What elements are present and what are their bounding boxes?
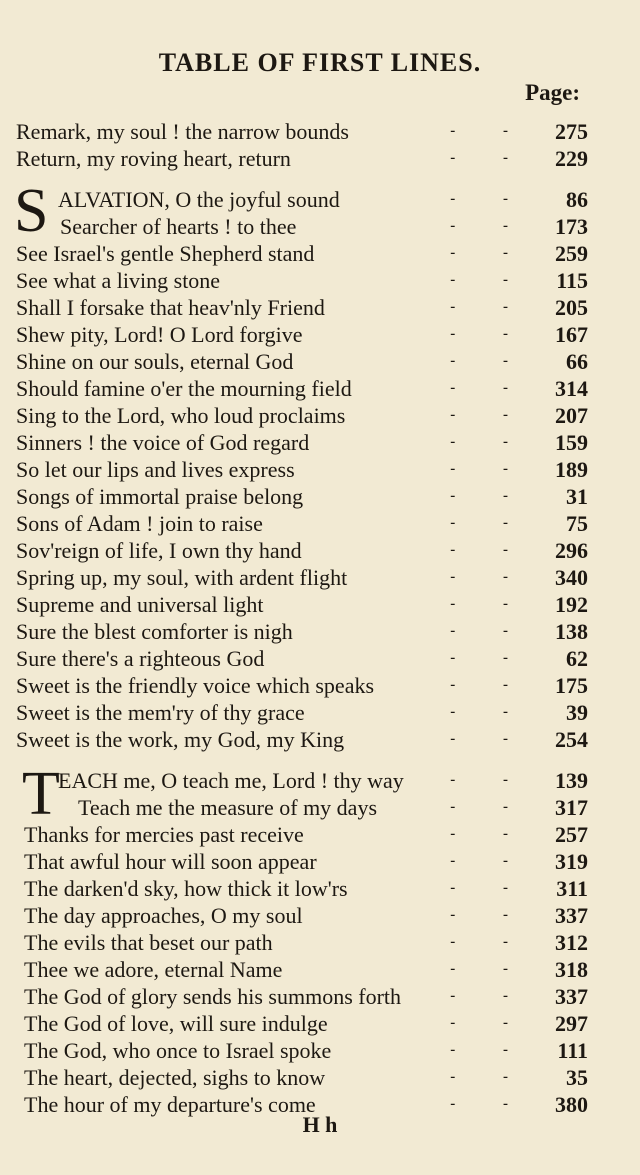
entry-page-number: 205 — [555, 295, 588, 320]
entry-first-line: The hour of my departure's come — [24, 1092, 316, 1117]
index-entry — [0, 145, 640, 172]
entry-first-line: Shall I forsake that heav'nly Friend — [16, 295, 325, 320]
leader-dashes: - - — [450, 677, 530, 693]
entry-page-number: 75 — [566, 511, 588, 536]
index-entry — [0, 726, 640, 753]
index-entry — [0, 794, 640, 821]
entry-first-line: Should famine o'er the mourning field — [16, 376, 352, 401]
entry-first-line: Sov'reign of life, I own thy hand — [16, 538, 302, 563]
entry-page-number: 337 — [555, 984, 588, 1009]
entry-page-number: 311 — [556, 876, 588, 901]
leader-dashes: - - — [450, 272, 530, 288]
entry-page-number: 257 — [555, 822, 588, 847]
index-entry — [0, 591, 640, 618]
index-entry — [0, 929, 640, 956]
index-entry — [0, 1064, 640, 1091]
index-entry — [0, 821, 640, 848]
index-entry — [0, 848, 640, 875]
page-title: TABLE OF FIRST LINES. — [158, 48, 482, 77]
index-entry — [0, 456, 640, 483]
leader-dashes: - - — [450, 461, 530, 477]
index-entry — [0, 348, 640, 375]
index-entry — [0, 213, 640, 240]
entry-page-number: 317 — [555, 795, 588, 820]
entry-first-line: Searcher of hearts ! to thee — [60, 214, 297, 239]
entry-first-line: Sinners ! the voice of God regard — [16, 430, 310, 455]
index-entry — [0, 402, 640, 429]
entry-first-line: Shew pity, Lord! O Lord forgive — [16, 322, 303, 347]
entry-first-line: So let our lips and lives express — [16, 457, 295, 482]
index-entry — [0, 321, 640, 348]
leader-dashes: - - — [450, 569, 530, 585]
index-entry — [0, 645, 640, 672]
entry-page-number: 337 — [555, 903, 588, 928]
entry-page-number: 173 — [555, 214, 588, 239]
index-entry — [0, 902, 640, 929]
entry-first-line: Remark, my soul ! the narrow bounds — [16, 119, 349, 144]
leader-dashes: - - — [450, 326, 530, 342]
signature-mark: H h — [302, 1112, 338, 1137]
leader-dashes: - - — [450, 731, 530, 747]
index-entry — [0, 240, 640, 267]
entry-first-line: Shine on our souls, eternal God — [16, 349, 294, 374]
leader-dashes: - - — [450, 988, 530, 1004]
entry-page-number: 314 — [555, 376, 588, 401]
leader-dashes: - - — [450, 245, 530, 261]
entry-first-line: Sons of Adam ! join to raise — [16, 511, 263, 536]
entry-first-line: The God of love, will sure indulge — [24, 1011, 328, 1036]
entry-page-number: 86 — [566, 187, 588, 212]
index-entry — [0, 537, 640, 564]
index-entry — [0, 294, 640, 321]
entry-first-line: Sure there's a righteous God — [16, 646, 265, 671]
leader-dashes: - - — [450, 596, 530, 612]
entry-first-line: Teach me the measure of my days — [78, 795, 378, 820]
entry-page-number: 229 — [555, 146, 588, 171]
entry-first-line: Thee we adore, eternal Name — [24, 957, 283, 982]
entry-first-line: Return, my roving heart, return — [16, 146, 291, 171]
entry-first-line: See Israel's gentle Shepherd stand — [16, 241, 315, 266]
index-entry — [0, 564, 640, 591]
entry-page-number: 380 — [555, 1092, 588, 1117]
leader-dashes: - - — [450, 623, 530, 639]
entry-page-number: 35 — [566, 1065, 588, 1090]
index-entry — [0, 672, 640, 699]
entry-first-line: The God of glory sends his summons forth — [24, 984, 402, 1009]
drop-cap-t: T — [22, 760, 60, 828]
leader-dashes: - - — [450, 934, 530, 950]
leader-dashes: - - — [450, 218, 530, 234]
entry-page-number: 39 — [566, 700, 588, 725]
entry-first-line: Spring up, my soul, with ardent flight — [16, 565, 348, 590]
leader-dashes: - - — [450, 1069, 530, 1085]
entry-page-number: 254 — [555, 727, 588, 752]
entry-first-line: The darken'd sky, how thick it low'rs — [24, 876, 348, 901]
entry-first-line: Supreme and universal light — [16, 592, 264, 617]
entry-first-line: Songs of immortal praise belong — [16, 484, 304, 509]
index-entry — [0, 983, 640, 1010]
entry-first-line: The evils that beset our path — [24, 930, 273, 955]
leader-dashes: - - — [450, 826, 530, 842]
entry-first-line: Sweet is the work, my God, my King — [16, 727, 345, 752]
index-entry — [0, 186, 640, 213]
entry-page-number: 319 — [555, 849, 588, 874]
leader-dashes: - - — [450, 961, 530, 977]
entry-page-number: 66 — [566, 349, 588, 374]
leader-dashes: - - — [450, 1042, 530, 1058]
entry-page-number: 275 — [555, 119, 588, 144]
index-entry — [0, 510, 640, 537]
entry-page-number: 138 — [555, 619, 588, 644]
entry-first-line: Sure the blest comforter is nigh — [16, 619, 293, 644]
entry-page-number: 318 — [555, 957, 588, 982]
index-entry — [0, 375, 640, 402]
entry-first-line: Sweet is the friendly voice which speaks — [16, 673, 375, 698]
leader-dashes: - - — [450, 407, 530, 423]
leader-dashes: - - — [450, 488, 530, 504]
entry-page-number: 62 — [566, 646, 588, 671]
entry-page-number: 159 — [555, 430, 588, 455]
leader-dashes: - - — [450, 1096, 530, 1112]
entry-first-line: The God, who once to Israel spoke — [24, 1038, 332, 1063]
index-entry — [0, 618, 640, 645]
entry-page-number: 340 — [555, 565, 588, 590]
entry-page-number: 167 — [555, 322, 588, 347]
entry-page-number: 296 — [555, 538, 588, 563]
index-entry — [0, 267, 640, 294]
index-entry — [0, 699, 640, 726]
entry-first-line: See what a living stone — [16, 268, 221, 293]
leader-dashes: - - — [450, 907, 530, 923]
entry-page-number: 207 — [555, 403, 588, 428]
index-entry — [0, 118, 640, 145]
leader-dashes: - - — [450, 434, 530, 450]
page-column-label: Page: — [525, 80, 580, 105]
leader-dashes: - - — [450, 799, 530, 815]
entry-first-line: ALVATION, O the joyful sound — [58, 187, 340, 212]
entry-page-number: 31 — [566, 484, 588, 509]
leader-dashes: - - — [450, 853, 530, 869]
entry-page-number: 189 — [555, 457, 588, 482]
entry-first-line: Sing to the Lord, who loud proclaims — [16, 403, 346, 428]
leader-dashes: - - — [450, 1015, 530, 1031]
leader-dashes: - - — [450, 515, 530, 531]
index-entry — [0, 483, 640, 510]
leader-dashes: - - — [450, 650, 530, 666]
entry-page-number: 139 — [555, 768, 588, 793]
entry-page-number: 259 — [555, 241, 588, 266]
leader-dashes: - - — [450, 150, 530, 166]
entry-page-number: 312 — [555, 930, 588, 955]
entry-page-number: 111 — [557, 1038, 588, 1063]
leader-dashes: - - — [450, 299, 530, 315]
leader-dashes: - - — [450, 353, 530, 369]
index-entry — [0, 767, 640, 794]
leader-dashes: - - — [450, 704, 530, 720]
entry-page-number: 115 — [556, 268, 588, 293]
leader-dashes: - - — [450, 123, 530, 139]
leader-dashes: - - — [450, 880, 530, 896]
entry-page-number: 297 — [555, 1011, 588, 1036]
entry-first-line: That awful hour will soon appear — [24, 849, 317, 874]
entry-first-line: Sweet is the mem'ry of thy grace — [16, 700, 305, 725]
entry-first-line: EACH me, O teach me, Lord ! thy way — [58, 768, 404, 793]
leader-dashes: - - — [450, 542, 530, 558]
entry-first-line: The heart, dejected, sighs to know — [24, 1065, 326, 1090]
index-entry — [0, 429, 640, 456]
entry-first-line: Thanks for mercies past receive — [24, 822, 304, 847]
entry-page-number: 175 — [555, 673, 588, 698]
leader-dashes: - - — [450, 772, 530, 788]
entry-page-number: 192 — [555, 592, 588, 617]
drop-cap-s: S — [14, 177, 49, 245]
index-entry — [0, 1037, 640, 1064]
entry-first-line: The day approaches, O my soul — [24, 903, 303, 928]
leader-dashes: - - — [450, 380, 530, 396]
index-entry — [0, 875, 640, 902]
index-entry — [0, 956, 640, 983]
index-entry — [0, 1010, 640, 1037]
leader-dashes: - - — [450, 191, 530, 207]
